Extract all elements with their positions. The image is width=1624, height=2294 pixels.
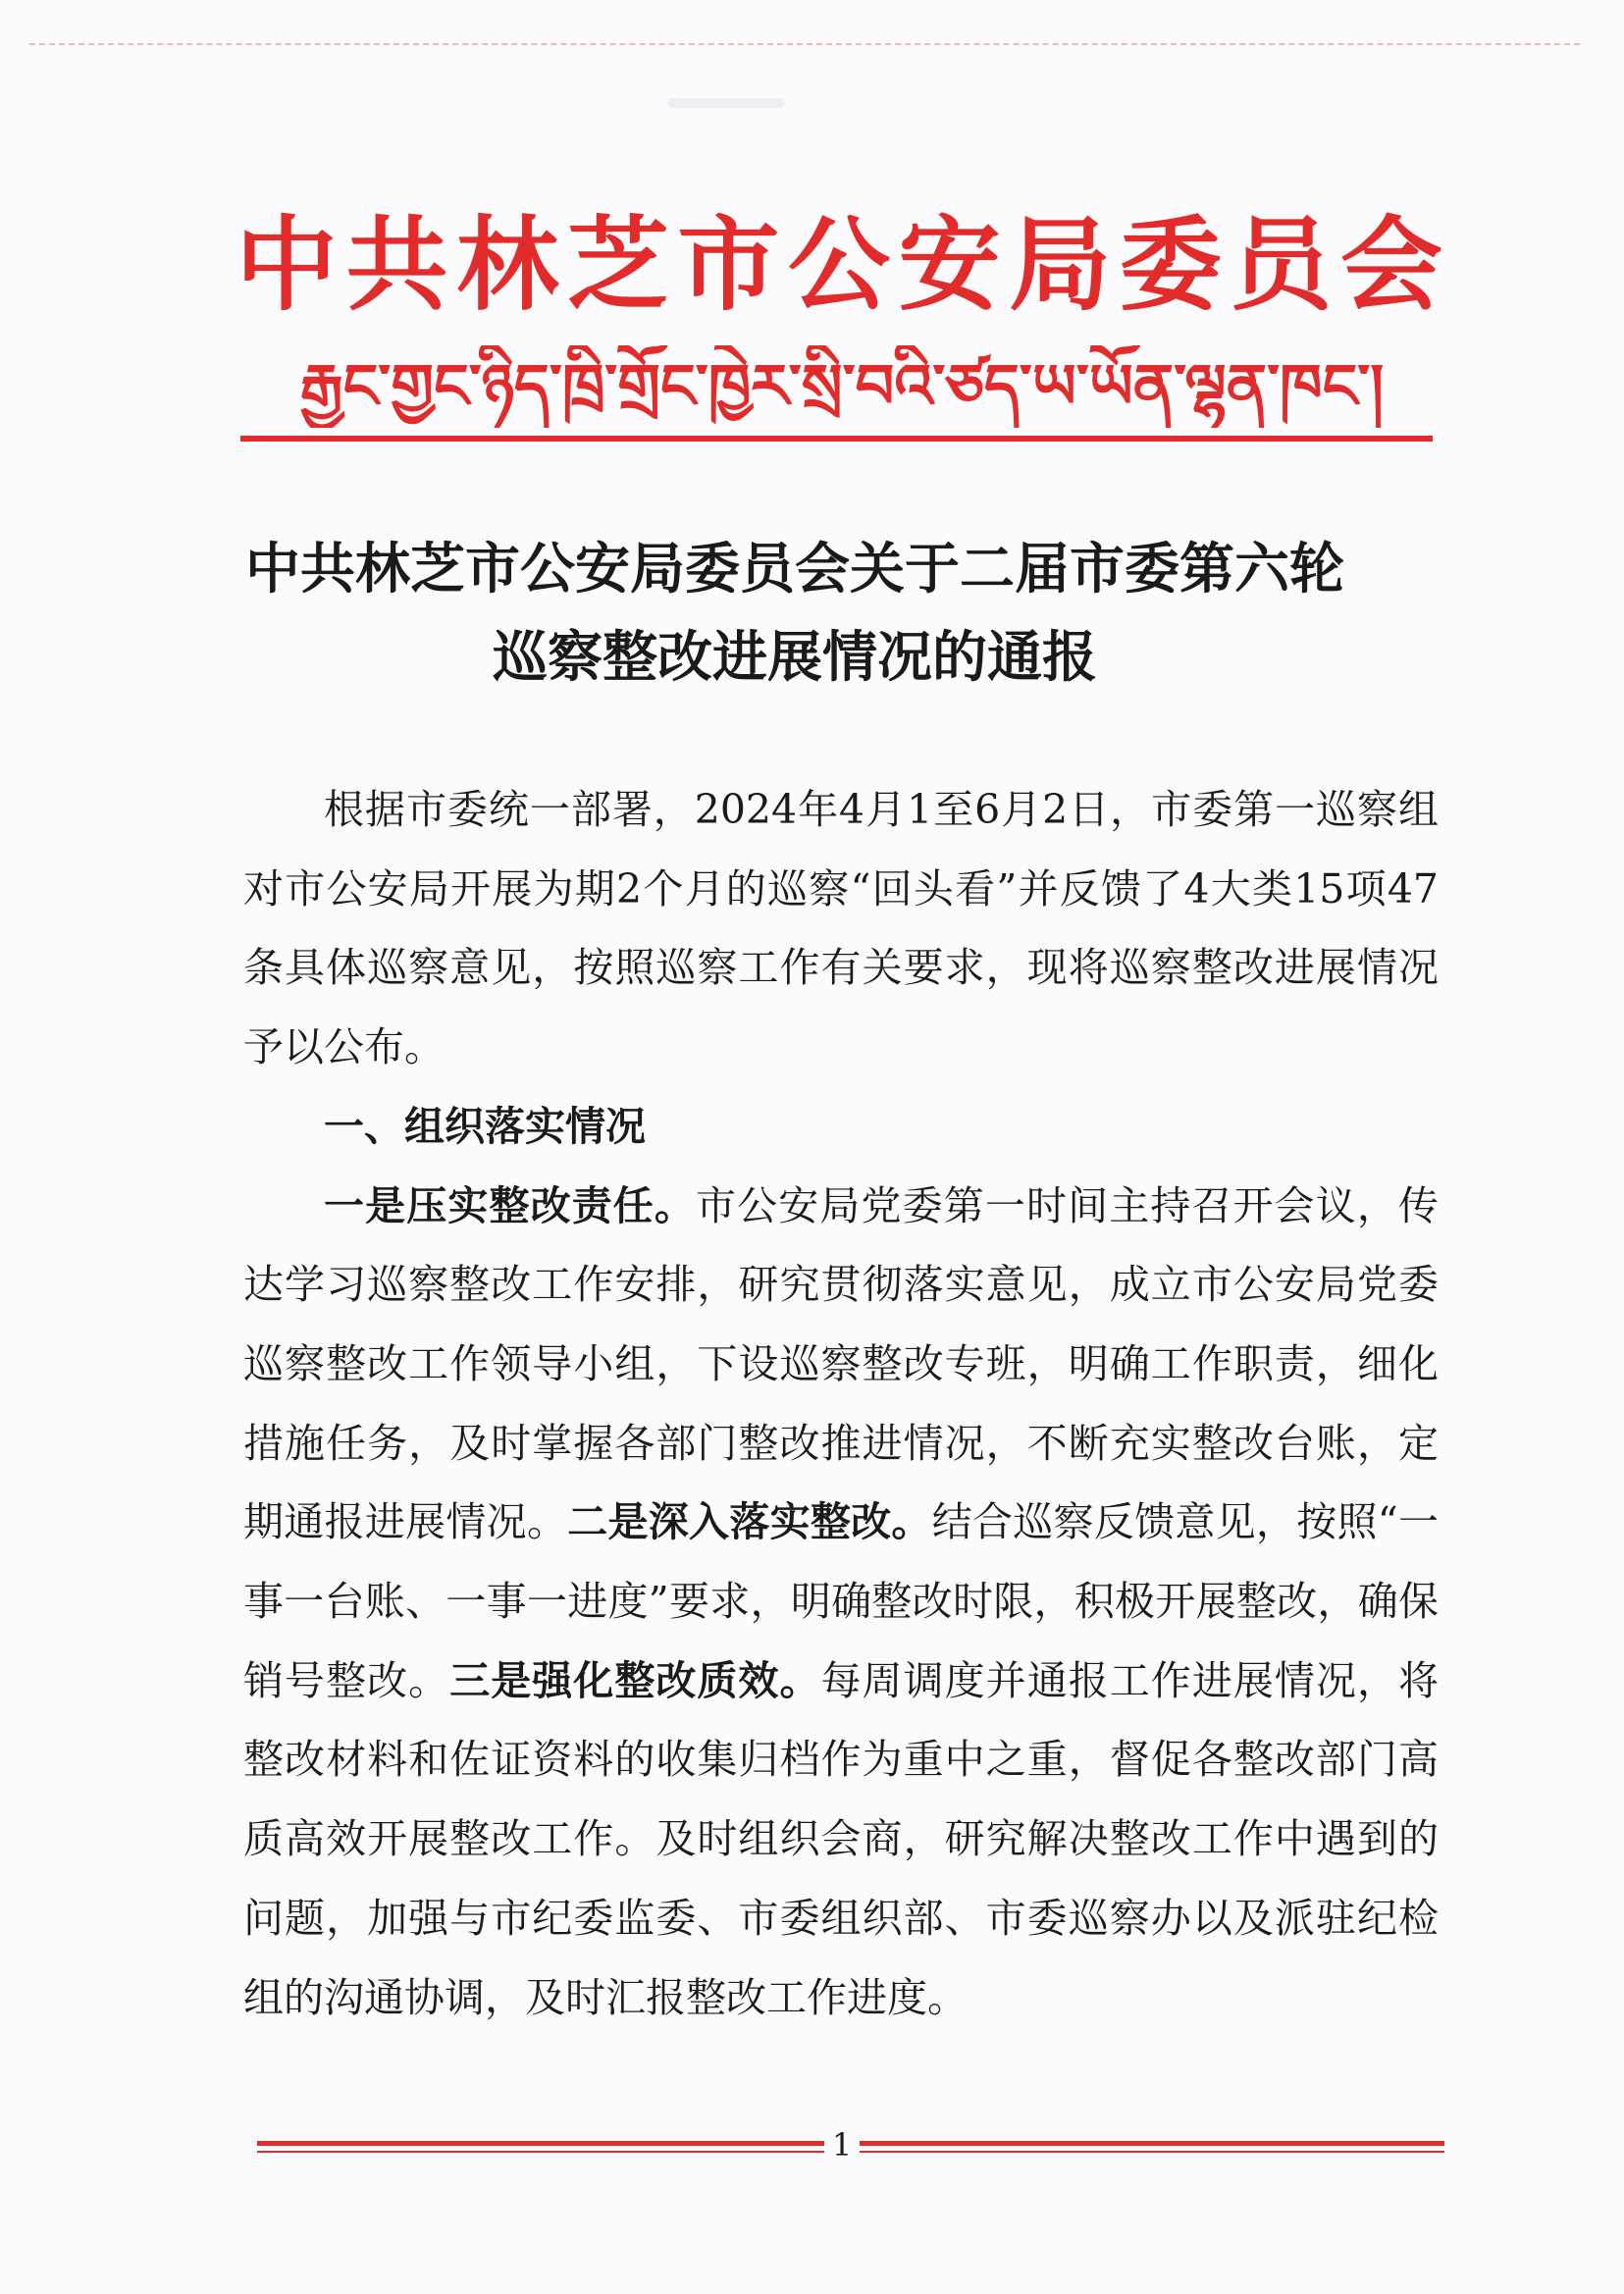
section-1-paragraph [243,1167,1439,2038]
point-1-text: 市公安局党委第一时间主持召开会议，传达学习巡察整改工作安排，研究贯彻落实意见，成立市公安局党委巡察整改工作领导小组，下设巡察整改专班，明确工作职责，细化措施任务，及时掌握各部门整改推进情况，不断充实整改台账，定期通报进展情况。 [243,1181,1440,1546]
scan-artifact-line [29,43,1580,45]
page-number: 1 [824,2125,860,2164]
point-2-label: 二是深入落实整改。 [567,1498,932,1546]
point-1-label: 一是压实整改责任。 [324,1181,697,1229]
document-body [243,770,1439,2037]
document-title [157,525,1433,702]
intro-paragraph: 根据市委统一部署，2024年4月1至6月2日，市委第一巡察组对市公安局开展为期2个月的巡察“回头看”并反馈了4大类15项47条具体巡察意见，按照巡察工作有关要求，现将巡察整改进展情况予以公布。 [243,786,1439,1071]
scan-artifact-smudge [667,98,785,108]
point-3-text: 每周调度并通报工作进展情况，将整改材料和佐证资料的收集归档作为重中之重，督促各整改部门高质高效开展整改工作。及时组织会商，研究解决整改工作中遇到的问题，加强与市纪委监委、市委组织部、市委巡察办以及派驻纪检组的沟通协调，及时汇报整改工作进度。 [243,1656,1440,2021]
point-3-label: 三是强化整改质效。 [449,1656,821,1704]
document-title-line-1: 中共林芝市公安局委员会关于二届市委第六轮 [245,537,1344,601]
document-title-line-2: 巡察整改进展情况的通报 [493,625,1097,690]
point-2-text: 结合巡察反馈意见，按照“一事一台账、一事一进度”要求，明确整改时限，积极开展整改，确保销号整改。 [243,1498,1440,1704]
header-red-rule [240,436,1433,442]
issuing-organization-tibetan-name: རྒྱང་གྱང་ཉིད་ཁྲི་གྲོང་ཁྱེར་སྲི་བའི་ཙད་ཡ་ཡོན་ལྷན་ཁང་། [299,350,1385,422]
issuing-organization-name: 中共林芝市公安局委员会 [236,205,1442,325]
section-heading-1: 一、组织落实情况 [324,1102,646,1150]
